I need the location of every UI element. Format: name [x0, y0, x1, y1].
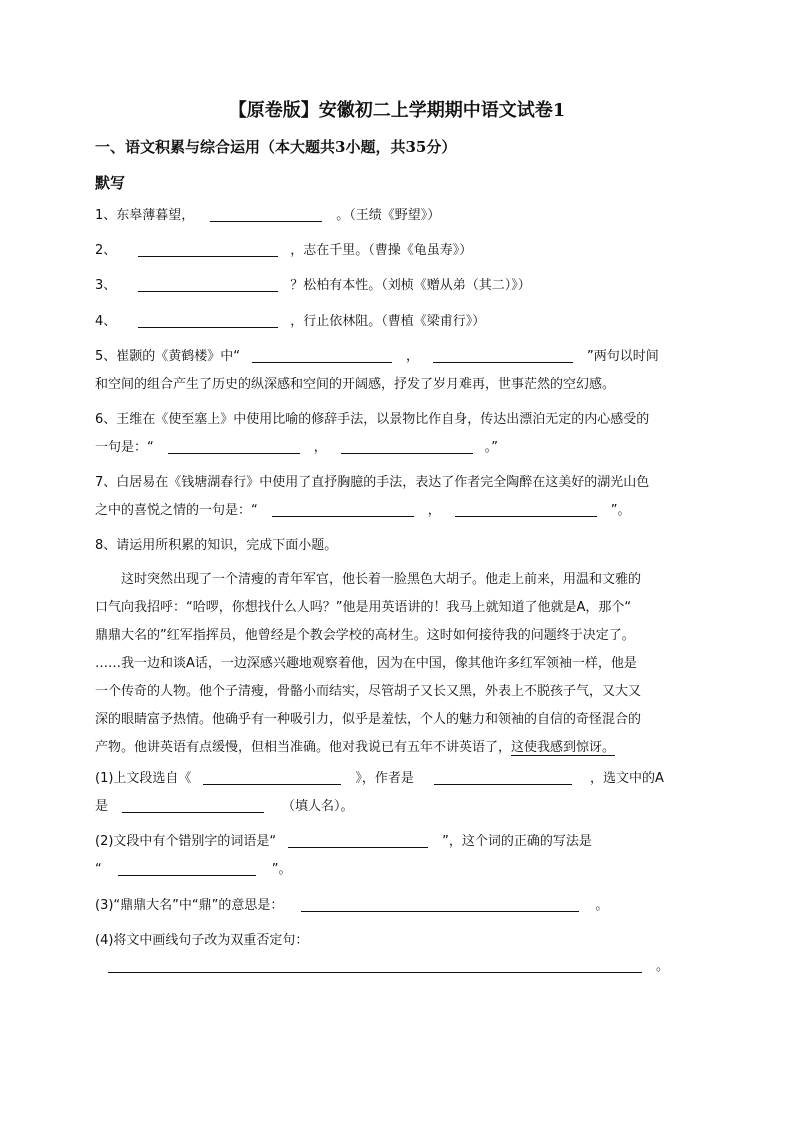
question-4-text: ，行止依林阻。（曹植《梁甫行》）: [290, 314, 486, 329]
sub-question-4: (4)将文中画线句子改为双重否定句：: [95, 933, 309, 948]
question-7: [95, 502, 631, 520]
passage-line: 深的眼睛富予热情。他确乎有一种吸引力，似乎是羞怯，个人的魅力和领袖的自信的奇怪混合的: [95, 712, 642, 727]
open-quote: “: [95, 862, 102, 877]
question-2-number: 2、: [95, 243, 117, 258]
answer-blank[interactable]: [288, 833, 428, 848]
question-3-text: ？松柏有本性。（刘桢《赠从弟（其二）》）: [290, 278, 531, 293]
question-1-text: 1、东皋薄暮望，: [95, 208, 195, 223]
question-5-text: 5、崔颢的《黄鹤楼》中“: [95, 349, 241, 364]
sub-question-1-text-4: 是: [95, 799, 109, 814]
sub-question-1-line-2: [95, 798, 354, 816]
question-5: [95, 348, 659, 366]
answer-blank[interactable]: [168, 439, 300, 454]
passage-text: 产物。他讲英语有点缓慢，但相当准确。他对我说已有五年不讲英语了，: [95, 740, 512, 755]
answer-blank[interactable]: [118, 861, 256, 876]
question-3: [95, 277, 531, 295]
question-2-text: ，志在千里。（曹操《龟虽寿》）: [290, 243, 473, 258]
question-6-line-1: 6、王维在《使至塞上》中使用比喻的修辞手法，以景物比作自身，传达出漂泊无定的内心感受的: [95, 412, 650, 427]
passage-line: ……我一边和谈A话，一边深感兴趣地观察着他，因为在中国，像其他许多红军领袖一样，他是: [95, 656, 637, 671]
answer-blank[interactable]: [108, 958, 642, 973]
answer-blank[interactable]: [433, 348, 573, 363]
passage-line: 口气向我招呼：“哈啰，你想找什么人吗？”他是用英语讲的！我马上就知道了他就是A，那个“: [95, 600, 632, 615]
question-7-text-end: ”。: [610, 503, 631, 518]
subsection-heading: 默写: [95, 174, 126, 192]
answer-blank[interactable]: [138, 277, 278, 292]
question-6: [95, 439, 498, 457]
answer-blank[interactable]: [203, 770, 341, 785]
question-4-number: 4、: [95, 314, 117, 329]
answer-blank[interactable]: [272, 502, 414, 517]
underlined-sentence: 这使我感到惊讶。: [511, 740, 616, 755]
question-4: [95, 313, 485, 331]
sub-question-3: [95, 897, 608, 915]
comma: ，: [427, 503, 441, 518]
answer-blank[interactable]: [434, 770, 572, 785]
comma: ，: [313, 440, 327, 455]
sub-question-1-text-5: （填人名）。: [282, 799, 354, 814]
question-2: [95, 242, 472, 260]
section-heading: 一、语文积累与综合运用（本大题共3小题，共35分）: [95, 138, 457, 156]
answer-blank[interactable]: [252, 348, 392, 363]
answer-blank[interactable]: [138, 313, 278, 328]
period: 。: [656, 959, 670, 974]
question-1-source: 。（王绩《野望》）: [336, 208, 441, 223]
period: 。: [595, 898, 609, 913]
sub-question-2-line-2: [95, 861, 292, 879]
sub-question-1-text-3: ，选文中的A: [589, 771, 664, 786]
close-quote: ”。: [271, 862, 292, 877]
comma: ，: [406, 349, 420, 364]
sub-question-3-text: (3)“鼎鼎大名”中“鼎”的意思是：: [95, 898, 284, 913]
answer-blank[interactable]: [301, 897, 579, 912]
question-3-number: 3、: [95, 278, 117, 293]
question-5-line-2: 和空间的组合产生了历史的纵深感和空间的开阔感，抒发了岁月难再，世事茫然的空幻感。: [95, 377, 616, 392]
question-5-text-end: ”两句以时间: [587, 349, 659, 364]
question-7-text: 之中的喜悦之情的一句是：“: [95, 503, 258, 518]
sub-question-1-text-2: 》，作者是: [355, 771, 414, 786]
question-7-line-1: 7、白居易在《钱塘湖春行》中使用了直抒胸臆的手法，表达了作者完全陶醉在这美好的湖光山色: [95, 475, 650, 490]
sub-question-2-text: (2)文段中有个错别字的词语是“: [95, 834, 277, 849]
answer-blank[interactable]: [210, 207, 322, 222]
answer-blank[interactable]: [138, 242, 278, 257]
passage-line: 鼎鼎大名的”红军指挥员，他曾经是个教会学校的高材生。这时如何接待我的问题终于决定了。: [95, 628, 635, 643]
sub-question-4-answer: [108, 958, 669, 976]
answer-blank[interactable]: [455, 502, 597, 517]
sub-question-2: [95, 833, 592, 851]
answer-blank[interactable]: [341, 439, 473, 454]
passage-line: 一个传奇的人物。他个子清瘦，骨骼小而结实，尽管胡子又长又黑，外表上不脱孩子气，又大又: [95, 684, 642, 699]
answer-blank[interactable]: [122, 798, 264, 813]
question-1: [95, 207, 440, 225]
question-6-text: 一句是：“: [95, 440, 154, 455]
reading-passage: [95, 566, 695, 762]
passage-line-last: [95, 734, 695, 762]
question-8-intro: 8、请运用所积累的知识，完成下面小题。: [95, 538, 338, 553]
sub-question-1: [95, 770, 664, 788]
sub-question-1-text: (1)上文段选自《: [95, 771, 192, 786]
question-6-text-end: 。”: [484, 440, 499, 455]
sub-question-2-text-2: ”，这个词的正确的写法是: [442, 834, 592, 849]
page-title: 【原卷版】安徽初二上学期期中语文试卷1: [228, 100, 566, 121]
passage-line: 这时突然出现了一个清瘦的青年军官，他长着一脸黑色大胡子。他走上前来，用温和文雅的: [95, 572, 642, 587]
